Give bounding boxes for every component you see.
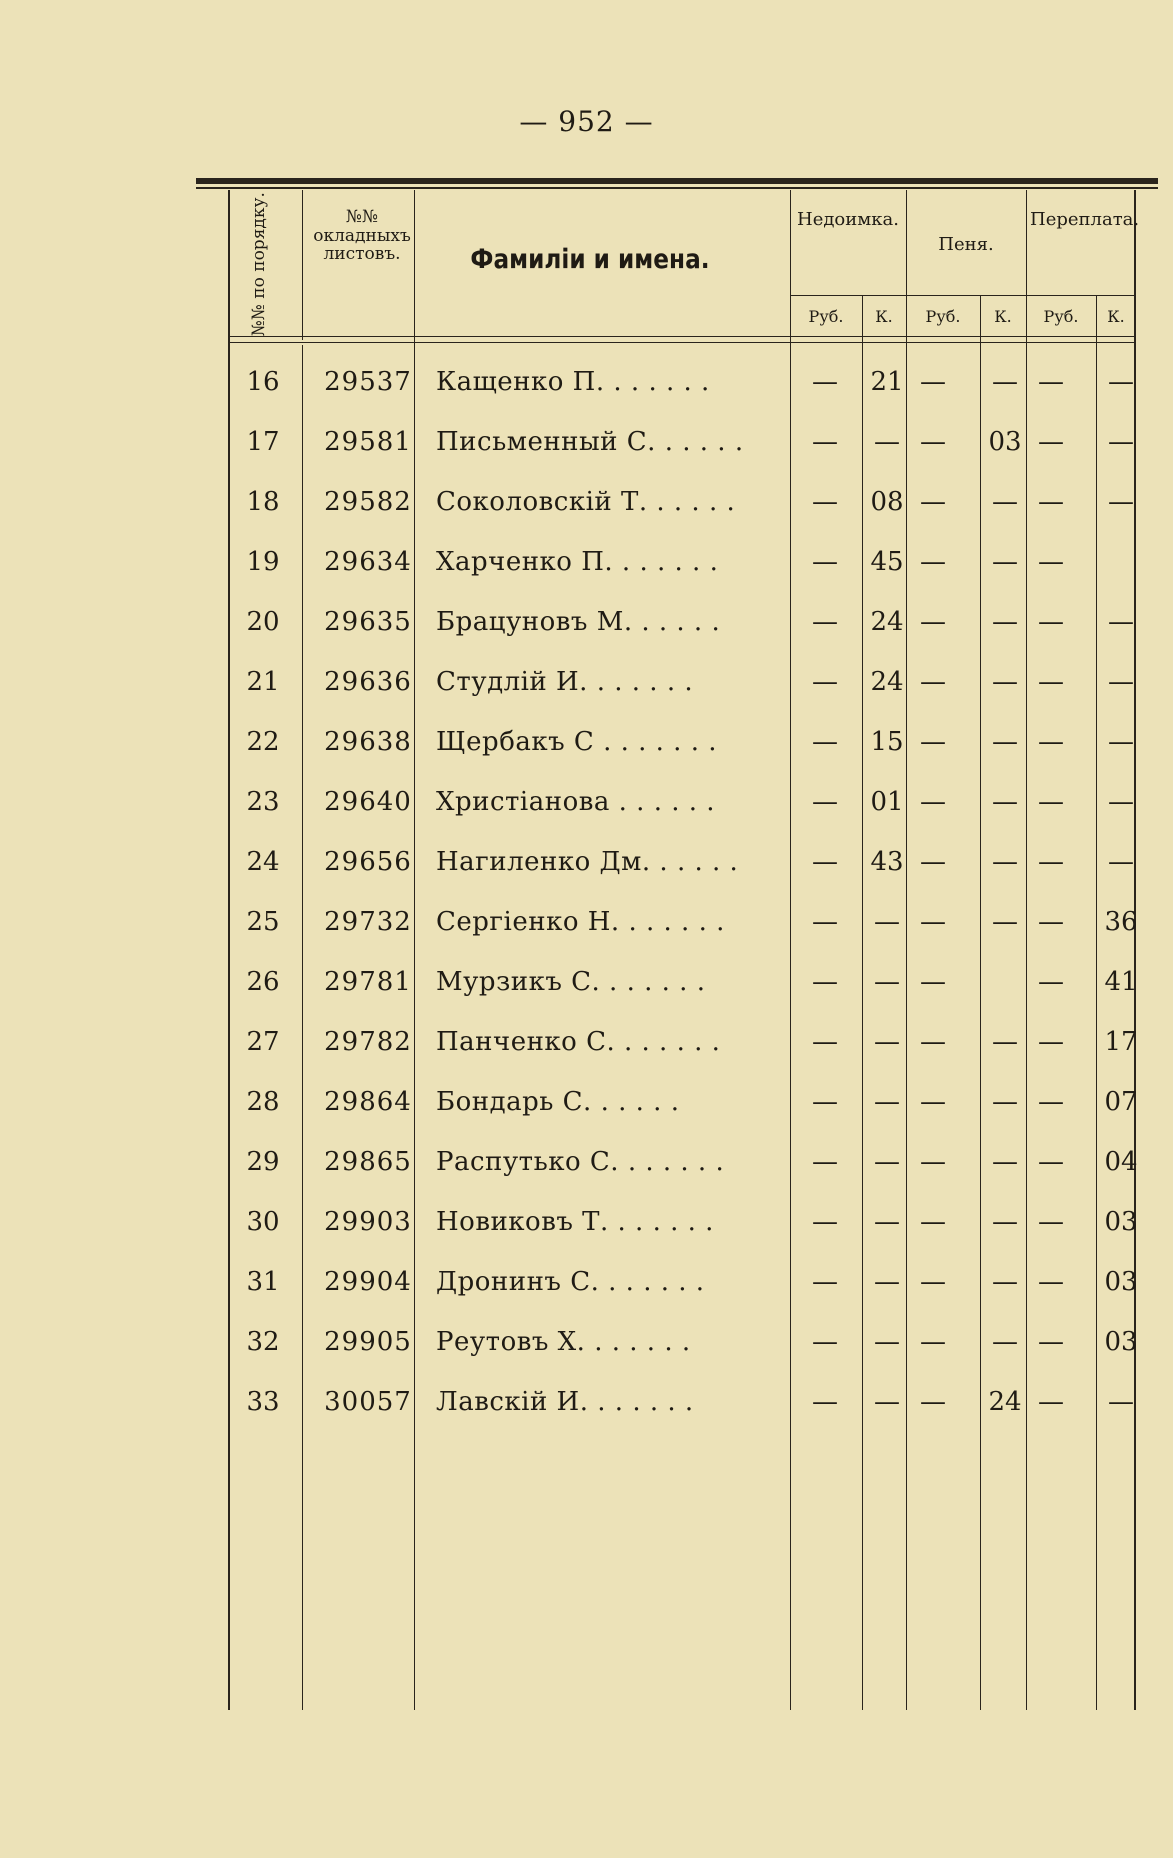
overpayment-rub: — xyxy=(1038,607,1064,637)
penalty-rub: — xyxy=(920,907,946,937)
arrears-rub: — xyxy=(812,907,838,937)
arrears-kop: 21 xyxy=(870,367,904,397)
row-number: 28 xyxy=(246,1087,280,1117)
penalty-rub: — xyxy=(920,1147,946,1177)
arrears-rub: — xyxy=(812,847,838,877)
arrears-kop: 01 xyxy=(870,787,904,817)
header-overpayment: Переплата. xyxy=(1030,209,1140,230)
sheet-number: 29864 xyxy=(324,1087,412,1117)
arrears-kop: — xyxy=(874,1267,900,1297)
header-overpayment-rub: Руб. xyxy=(1043,307,1079,326)
table-row xyxy=(230,535,1138,595)
table-row xyxy=(230,1195,1138,1255)
penalty-rub: — xyxy=(920,667,946,697)
sheet-number: 29904 xyxy=(324,1267,412,1297)
penalty-rub: — xyxy=(920,487,946,517)
overpayment-rub: — xyxy=(1038,847,1064,877)
sheet-number: 29781 xyxy=(324,967,412,997)
arrears-kop: — xyxy=(874,1147,900,1177)
arrears-rub: — xyxy=(812,1267,838,1297)
person-name: Брацуновъ М. . . . . . xyxy=(436,607,721,637)
header-arrears: Недоимка. xyxy=(797,209,899,230)
arrears-kop: 43 xyxy=(870,847,904,877)
penalty-rub: — xyxy=(920,787,946,817)
row-number: 16 xyxy=(246,367,280,397)
arrears-kop: — xyxy=(874,1207,900,1237)
penalty-rub: — xyxy=(920,1387,946,1417)
overpayment-kop: 03 xyxy=(1104,1207,1138,1237)
row-number: 21 xyxy=(246,667,280,697)
person-name: Лавскій И. . . . . . . xyxy=(436,1387,694,1417)
penalty-kop: — xyxy=(992,1147,1018,1177)
overpayment-rub: — xyxy=(1038,667,1064,697)
header-names: Фамиліи и имена. xyxy=(470,244,710,275)
header-penalty: Пеня. xyxy=(938,234,994,255)
penalty-rub: — xyxy=(920,1027,946,1057)
arrears-rub: — xyxy=(812,1027,838,1057)
penalty-kop: — xyxy=(992,847,1018,877)
arrears-kop: 08 xyxy=(870,487,904,517)
person-name: Щербакъ С . . . . . . . xyxy=(436,727,718,757)
penalty-rub: — xyxy=(920,1207,946,1237)
penalty-rub: — xyxy=(920,1327,946,1357)
penalty-kop: — xyxy=(992,907,1018,937)
table-row xyxy=(230,1135,1138,1195)
header-penalty-rub: Руб. xyxy=(925,307,961,326)
header-arrears-rub: Руб. xyxy=(808,307,844,326)
table-row xyxy=(230,835,1138,895)
table-row xyxy=(230,475,1138,535)
person-name: Распутько С. . . . . . . xyxy=(436,1147,725,1177)
arrears-rub: — xyxy=(812,727,838,757)
overpayment-rub: — xyxy=(1038,1207,1064,1237)
person-name: Панченко С. . . . . . . xyxy=(436,1027,721,1057)
penalty-kop: — xyxy=(992,1027,1018,1057)
overpayment-kop: — xyxy=(1108,367,1134,397)
sheet-number: 29634 xyxy=(324,547,412,577)
overpayment-rub: — xyxy=(1038,367,1064,397)
arrears-kop: — xyxy=(874,1087,900,1117)
arrears-rub: — xyxy=(812,667,838,697)
person-name: Христіанова . . . . . . xyxy=(436,787,716,817)
row-number: 32 xyxy=(246,1327,280,1357)
person-name: Бондарь С. . . . . . xyxy=(436,1087,680,1117)
sheet-number: 30057 xyxy=(324,1387,412,1417)
header-subdivider xyxy=(790,295,1136,296)
penalty-rub: — xyxy=(920,427,946,457)
arrears-rub: — xyxy=(812,787,838,817)
overpayment-kop: 41 xyxy=(1104,967,1138,997)
penalty-kop: — xyxy=(992,1207,1018,1237)
penalty-rub: — xyxy=(920,607,946,637)
table-row xyxy=(230,1315,1138,1375)
arrears-kop: — xyxy=(874,1387,900,1417)
table-row xyxy=(230,1015,1138,1075)
row-number: 29 xyxy=(246,1147,280,1177)
overpayment-kop: — xyxy=(1108,787,1134,817)
overpayment-rub: — xyxy=(1038,547,1064,577)
overpayment-kop: — xyxy=(1108,667,1134,697)
penalty-kop: — xyxy=(992,787,1018,817)
arrears-rub: — xyxy=(812,607,838,637)
header-bottom-rule xyxy=(230,336,1136,337)
arrears-rub: — xyxy=(812,1327,838,1357)
overpayment-kop: — xyxy=(1108,427,1134,457)
arrears-rub: — xyxy=(812,427,838,457)
table-row xyxy=(230,415,1138,475)
sheet-number: 29903 xyxy=(324,1207,412,1237)
penalty-rub: — xyxy=(920,847,946,877)
penalty-kop: — xyxy=(992,1327,1018,1357)
row-number: 27 xyxy=(246,1027,280,1057)
header-penalty-kop: К. xyxy=(994,307,1012,326)
arrears-rub: — xyxy=(812,487,838,517)
sheet-number: 29865 xyxy=(324,1147,412,1177)
penalty-kop: — xyxy=(992,607,1018,637)
sheet-number: 29636 xyxy=(324,667,412,697)
sheet-number: 29582 xyxy=(324,487,412,517)
row-number: 24 xyxy=(246,847,280,877)
arrears-kop: — xyxy=(874,1327,900,1357)
header-bottom-rule xyxy=(230,342,1136,343)
person-name: Соколовскій Т. . . . . . xyxy=(436,487,736,517)
overpayment-kop: 04 xyxy=(1104,1147,1138,1177)
table-row xyxy=(230,895,1138,955)
table-row xyxy=(230,1075,1138,1135)
arrears-rub: — xyxy=(812,1387,838,1417)
person-name: Сергіенко Н. . . . . . . xyxy=(436,907,725,937)
arrears-kop: 24 xyxy=(870,667,904,697)
person-name: Реутовъ Х. . . . . . . xyxy=(436,1327,691,1357)
row-number: 25 xyxy=(246,907,280,937)
overpayment-rub: — xyxy=(1038,727,1064,757)
overpayment-rub: — xyxy=(1038,1147,1064,1177)
table-row xyxy=(230,595,1138,655)
table-row xyxy=(230,1255,1138,1315)
header-arrears-kop: К. xyxy=(875,307,893,326)
overpayment-rub: — xyxy=(1038,967,1064,997)
arrears-kop: — xyxy=(874,1027,900,1057)
sheet-number: 29537 xyxy=(324,367,412,397)
table-row xyxy=(230,1375,1138,1435)
sheet-number: 29732 xyxy=(324,907,412,937)
penalty-rub: — xyxy=(920,967,946,997)
overpayment-kop: — xyxy=(1108,487,1134,517)
arrears-rub: — xyxy=(812,547,838,577)
overpayment-rub: — xyxy=(1038,787,1064,817)
overpayment-kop: — xyxy=(1108,727,1134,757)
table-row xyxy=(230,355,1138,415)
ledger-table xyxy=(228,190,1140,1710)
sheet-number: 29635 xyxy=(324,607,412,637)
overpayment-rub: — xyxy=(1038,1027,1064,1057)
row-number: 20 xyxy=(246,607,280,637)
person-name: Письменный С. . . . . . xyxy=(436,427,744,457)
row-number: 26 xyxy=(246,967,280,997)
penalty-kop: 03 xyxy=(988,427,1022,457)
overpayment-rub: — xyxy=(1038,1387,1064,1417)
arrears-rub: — xyxy=(812,1207,838,1237)
arrears-kop: — xyxy=(874,967,900,997)
row-number: 30 xyxy=(246,1207,280,1237)
penalty-rub: — xyxy=(920,547,946,577)
arrears-kop: — xyxy=(874,907,900,937)
penalty-kop: — xyxy=(992,667,1018,697)
overpayment-rub: — xyxy=(1038,1267,1064,1297)
row-number: 23 xyxy=(246,787,280,817)
table-row xyxy=(230,715,1138,775)
penalty-kop: — xyxy=(992,487,1018,517)
penalty-kop: — xyxy=(992,547,1018,577)
arrears-rub: — xyxy=(812,367,838,397)
overpayment-rub: — xyxy=(1038,1087,1064,1117)
page-number: — 952 — xyxy=(519,105,654,138)
penalty-kop: — xyxy=(992,1087,1018,1117)
row-number: 17 xyxy=(246,427,280,457)
person-name: Нагиленко Дм. . . . . . xyxy=(436,847,739,877)
penalty-kop: — xyxy=(992,367,1018,397)
row-number: 22 xyxy=(246,727,280,757)
row-number: 33 xyxy=(246,1387,280,1417)
sheet-number: 29782 xyxy=(324,1027,412,1057)
overpayment-rub: — xyxy=(1038,1327,1064,1357)
person-name: Дронинъ С. . . . . . . xyxy=(436,1267,705,1297)
table-row xyxy=(230,655,1138,715)
top-rule xyxy=(196,178,1158,184)
sheet-number: 29638 xyxy=(324,727,412,757)
penalty-kop: — xyxy=(992,1267,1018,1297)
overpayment-rub: — xyxy=(1038,427,1064,457)
overpayment-kop: 07 xyxy=(1104,1087,1138,1117)
overpayment-kop: 03 xyxy=(1104,1267,1138,1297)
arrears-kop: 15 xyxy=(870,727,904,757)
arrears-rub: — xyxy=(812,1087,838,1117)
person-name: Студлій И. . . . . . . xyxy=(436,667,694,697)
arrears-kop: — xyxy=(874,427,900,457)
penalty-kop: — xyxy=(992,727,1018,757)
penalty-kop: 24 xyxy=(988,1387,1022,1417)
sheet-number: 29905 xyxy=(324,1327,412,1357)
table-row xyxy=(230,775,1138,835)
top-rule-thin xyxy=(196,187,1158,189)
header-overpayment-kop: К. xyxy=(1107,307,1125,326)
table-row xyxy=(230,955,1138,1015)
overpayment-kop: — xyxy=(1108,847,1134,877)
person-name: Мурзикъ С. . . . . . . xyxy=(436,967,706,997)
sheet-number: 29640 xyxy=(324,787,412,817)
row-number: 18 xyxy=(246,487,280,517)
arrears-kop: 24 xyxy=(870,607,904,637)
header-row-number: №№ по порядку. xyxy=(248,192,269,337)
person-name: Харченко П. . . . . . . xyxy=(436,547,719,577)
arrears-rub: — xyxy=(812,967,838,997)
arrears-kop: 45 xyxy=(870,547,904,577)
penalty-rub: — xyxy=(920,1267,946,1297)
sheet-number: 29656 xyxy=(324,847,412,877)
row-number: 19 xyxy=(246,547,280,577)
arrears-rub: — xyxy=(812,1147,838,1177)
overpayment-kop: — xyxy=(1108,607,1134,637)
penalty-rub: — xyxy=(920,367,946,397)
person-name: Новиковъ Т. . . . . . . xyxy=(436,1207,714,1237)
overpayment-kop: 36 xyxy=(1104,907,1138,937)
header-sheet-number: №№ окладныхъ листовъ. xyxy=(313,207,411,265)
row-number: 31 xyxy=(246,1267,280,1297)
overpayment-rub: — xyxy=(1038,907,1064,937)
sheet-number: 29581 xyxy=(324,427,412,457)
penalty-rub: — xyxy=(920,1087,946,1117)
overpayment-rub: — xyxy=(1038,487,1064,517)
overpayment-kop: 17 xyxy=(1104,1027,1138,1057)
overpayment-kop: 03 xyxy=(1104,1327,1138,1357)
overpayment-kop: — xyxy=(1108,1387,1134,1417)
penalty-rub: — xyxy=(920,727,946,757)
person-name: Кащенко П. . . . . . . xyxy=(436,367,710,397)
